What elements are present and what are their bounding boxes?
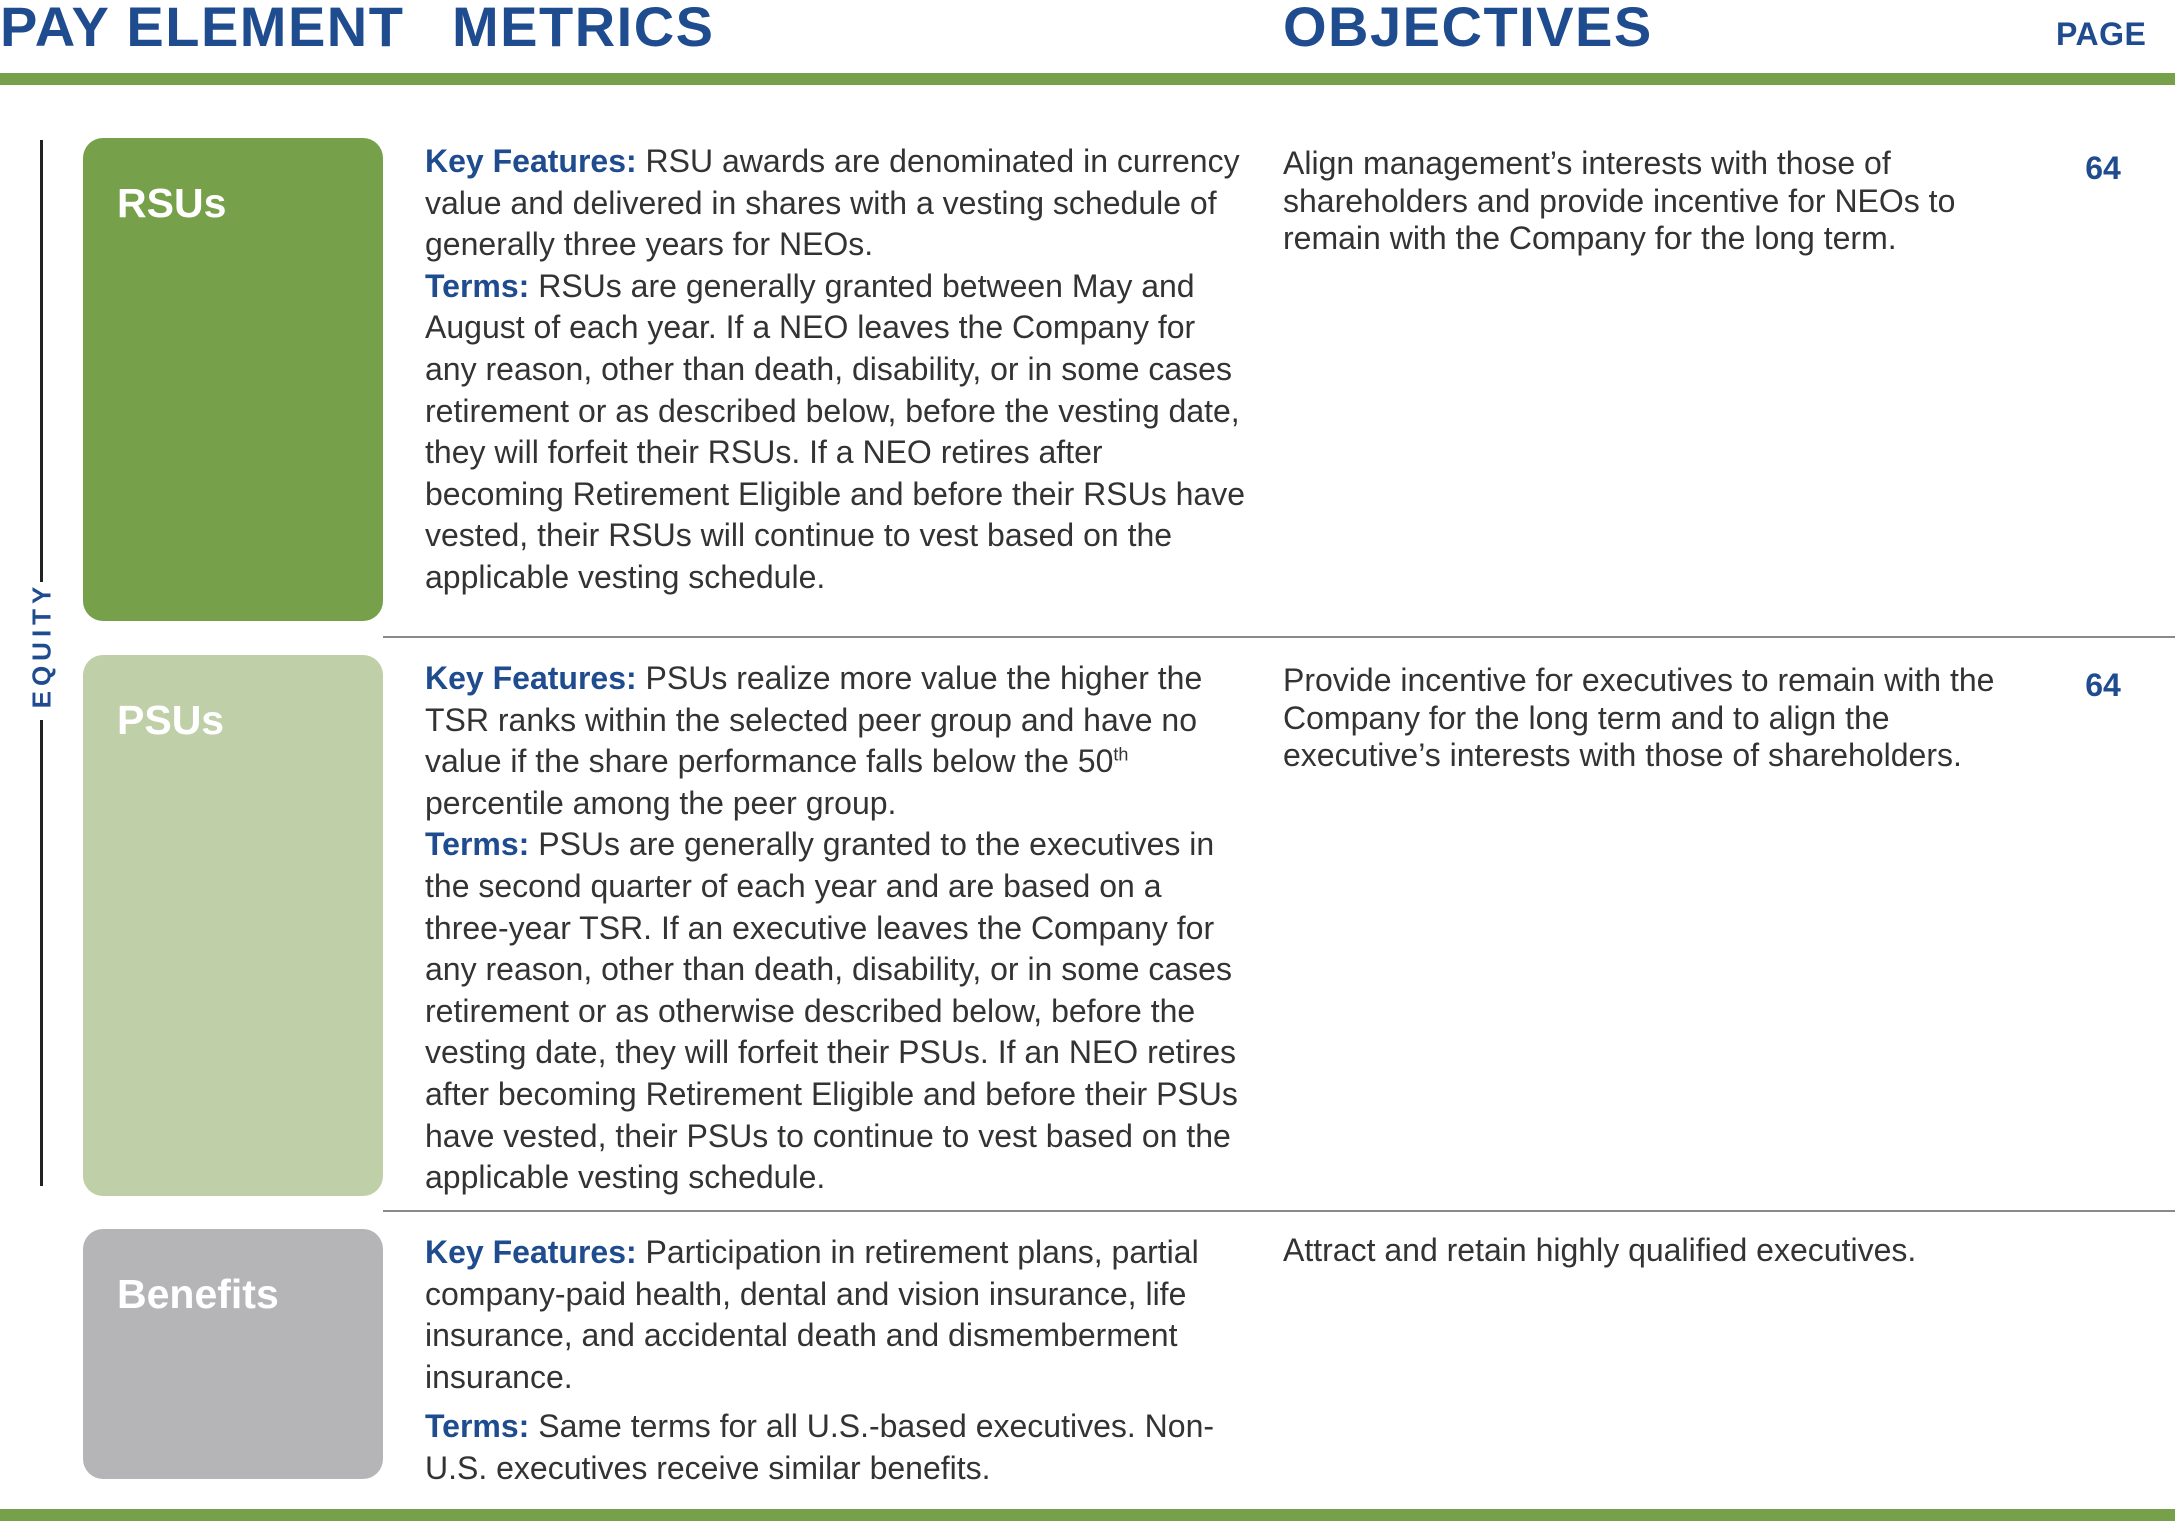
terms-paragraph (425, 1406, 1245, 1489)
top-rule (0, 73, 2175, 85)
key-features-label: Key Features: (425, 143, 637, 179)
header-objectives: OBJECTIVES (1283, 0, 1653, 58)
psus-objective: Provide incentive for executives to remain with the Company for the long term and to align the executive’s interests with those of shareholders. (1283, 662, 1995, 773)
pay-element-rsus (83, 138, 383, 621)
terms-text: Same terms for all U.S.-based executives. Non-U.S. executives receive similar benefits. (425, 1408, 1215, 1486)
terms-text: RSUs are generally granted between May and August of each year. If a NEO leaves the Company for any reason, other than death, disability, or in some cases retirement or as described below, before the vesting date, they will forfeit their RSUs. If a NEO retires after becoming Retirement Eligible and before their RSUs have vested, their RSUs will continue to vest based on the applicable vesting schedule. (425, 267, 1245, 595)
terms-label: Terms: (425, 267, 530, 304)
equity-bracket-bottom (40, 720, 43, 1186)
pay-element-psus (83, 655, 383, 1196)
key-features-label: Key Features: (425, 660, 637, 696)
row-separator (383, 636, 2175, 638)
pay-element-label: Benefits (117, 1271, 279, 1317)
rsus-page-number: 64 (2085, 150, 2121, 186)
key-features-text: Participation in retirement plans, partial company-paid health, dental and vision insurance, life insurance, and accidental death and dismemberment insurance. (425, 1234, 1199, 1395)
equity-bracket-top (40, 140, 43, 582)
key-features-paragraph (425, 1232, 1245, 1398)
key-features-text: RSU awards are denominated in currency value and delivered in shares with a vesting schedule of generally three years for NEOs. (425, 143, 1240, 263)
psus-page-number: 64 (2085, 667, 2121, 703)
psus-metrics (425, 658, 1245, 1199)
benefits-objective: Attract and retain highly qualified executives. (1283, 1232, 1917, 1268)
pay-element-label: RSUs (117, 180, 227, 226)
header-pay-element: PAY ELEMENT (0, 0, 405, 58)
terms-text: PSUs are generally granted to the executives in the second quarter of each year and are based on a three-year TSR. If an executive leaves the Company for any reason, other than death, disability, or in some cases retirement or as otherwise described below, before the vesting date, they will forfeit their PSUs. If an NEO retires after becoming Retirement Eligible and before their PSUs have vested, their PSUs to continue to vest based on the applicable vesting schedule. (425, 826, 1238, 1196)
pay-element-benefits (83, 1229, 383, 1479)
ordinal-suffix: th (1113, 744, 1129, 765)
terms-label: Terms: (425, 1408, 530, 1445)
header-page: PAGE (2056, 16, 2147, 52)
bottom-rule (0, 1509, 2175, 1521)
benefits-metrics (425, 1232, 1245, 1490)
key-features-paragraph (425, 658, 1245, 824)
terms-paragraph (425, 266, 1245, 599)
pay-element-label: PSUs (117, 697, 225, 743)
key-features-text: PSUs realize more value the higher the TSR ranks within the selected peer group and have no value if the share performance falls below the 50 (425, 660, 1203, 780)
rsus-metrics (425, 141, 1245, 599)
equity-side-label: EQUITY (26, 581, 57, 709)
terms-paragraph (425, 824, 1245, 1198)
key-features-label: Key Features: (425, 1234, 637, 1270)
key-features-paragraph (425, 141, 1245, 266)
terms-label: Terms: (425, 826, 530, 863)
rsus-objective: Align management’s interests with those of shareholders and provide incentive for NEOs to remain with the Company for the long term. (1283, 145, 1956, 256)
row-separator (383, 1210, 2175, 1212)
key-features-text-end: percentile among the peer group. (425, 784, 897, 821)
header-metrics: METRICS (452, 0, 715, 58)
